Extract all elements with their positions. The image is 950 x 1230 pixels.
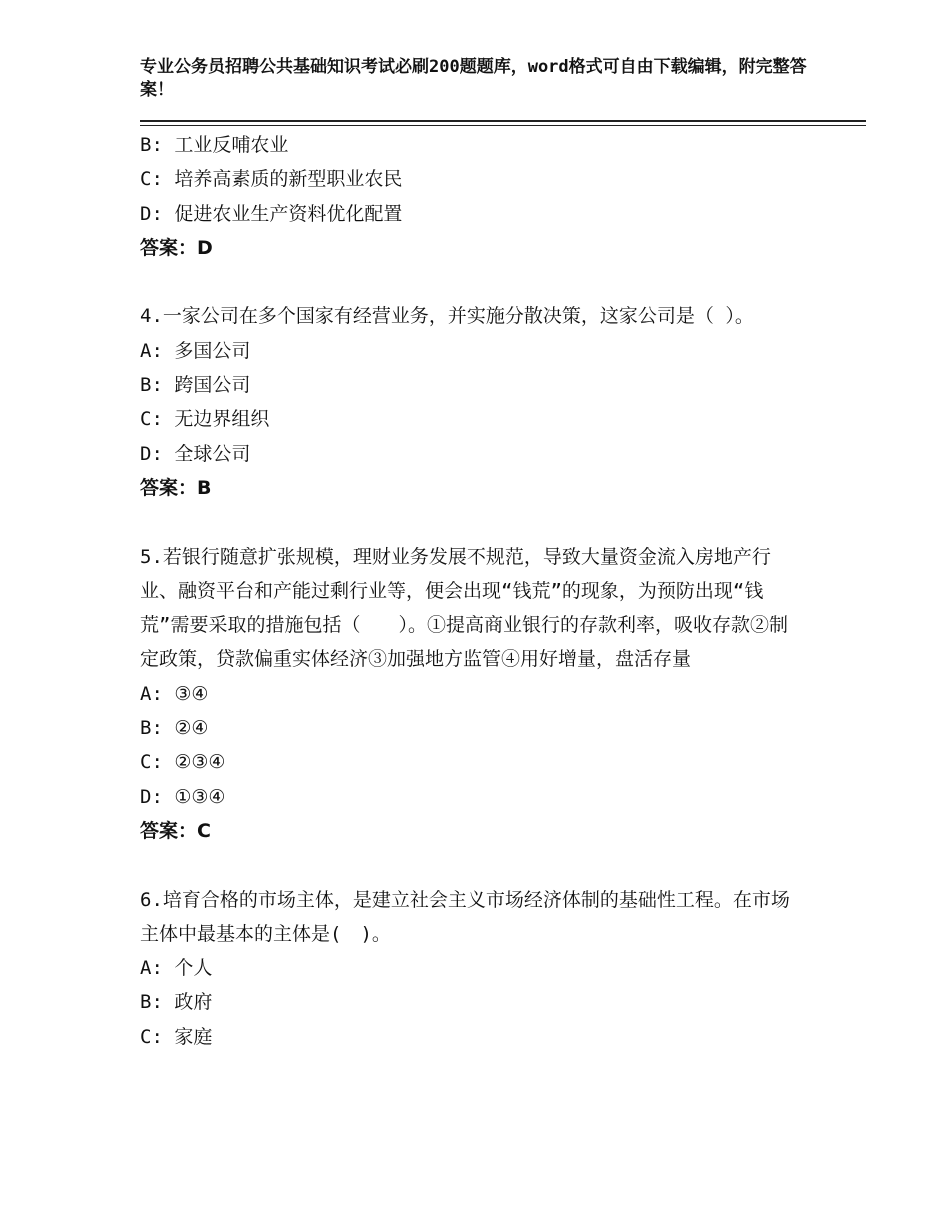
question-content [140,128,840,1054]
answer: 答案：B [140,476,212,499]
answer: 答案：D [140,236,213,259]
option-c: C: ②③④ [140,751,226,774]
option-b: B: 工业反哺农业 [140,134,289,156]
header-rule-thin [140,125,866,126]
option-d: D: ①③④ [140,785,226,808]
answer: 答案：C [140,819,211,842]
question-4-text: 4.一家公司在多个国家有经营业务，并实施分散决策，这家公司是（ ）。 [140,305,754,328]
option-d: D: 促进农业生产资料优化配置 [140,202,403,225]
option-b: B: 政府 [140,991,213,1014]
option-c: C: 培养高素质的新型职业农民 [140,168,403,191]
option-a: A: ③④ [140,682,209,705]
option-b: B: ②④ [140,717,209,740]
option-a: A: 个人 [140,957,213,980]
option-c: C: 无边界组织 [140,408,270,431]
option-c: C: 家庭 [140,1025,213,1048]
question-5-text: 5.若银行随意扩张规模，理财业务发展不规范，导致大量资金流入房地产行业、融资平台和产能过剩行业等，便会出现“钱荒”的现象，为预防出现“钱荒”需要采取的措施包括（ ）。①提高商业银行的存款利率，吸收存款②制定政策，贷款偏重实体经济③加强地方监管④用好增量，盘活存量 [140,545,788,671]
option-d: D: 全球公司 [140,442,251,465]
header-rule [140,120,866,122]
question-6-text: 6.培育合格的市场主体，是建立社会主义市场经济体制的基础性工程。在市场主体中最基本的主体是( )。 [140,888,790,945]
option-b: B: 跨国公司 [140,374,251,397]
document-header: 专业公务员招聘公共基础知识考试必刷200题题库，word格式可自由下载编辑，附完整答案！ [140,57,807,100]
option-a: A: 多国公司 [140,339,251,362]
